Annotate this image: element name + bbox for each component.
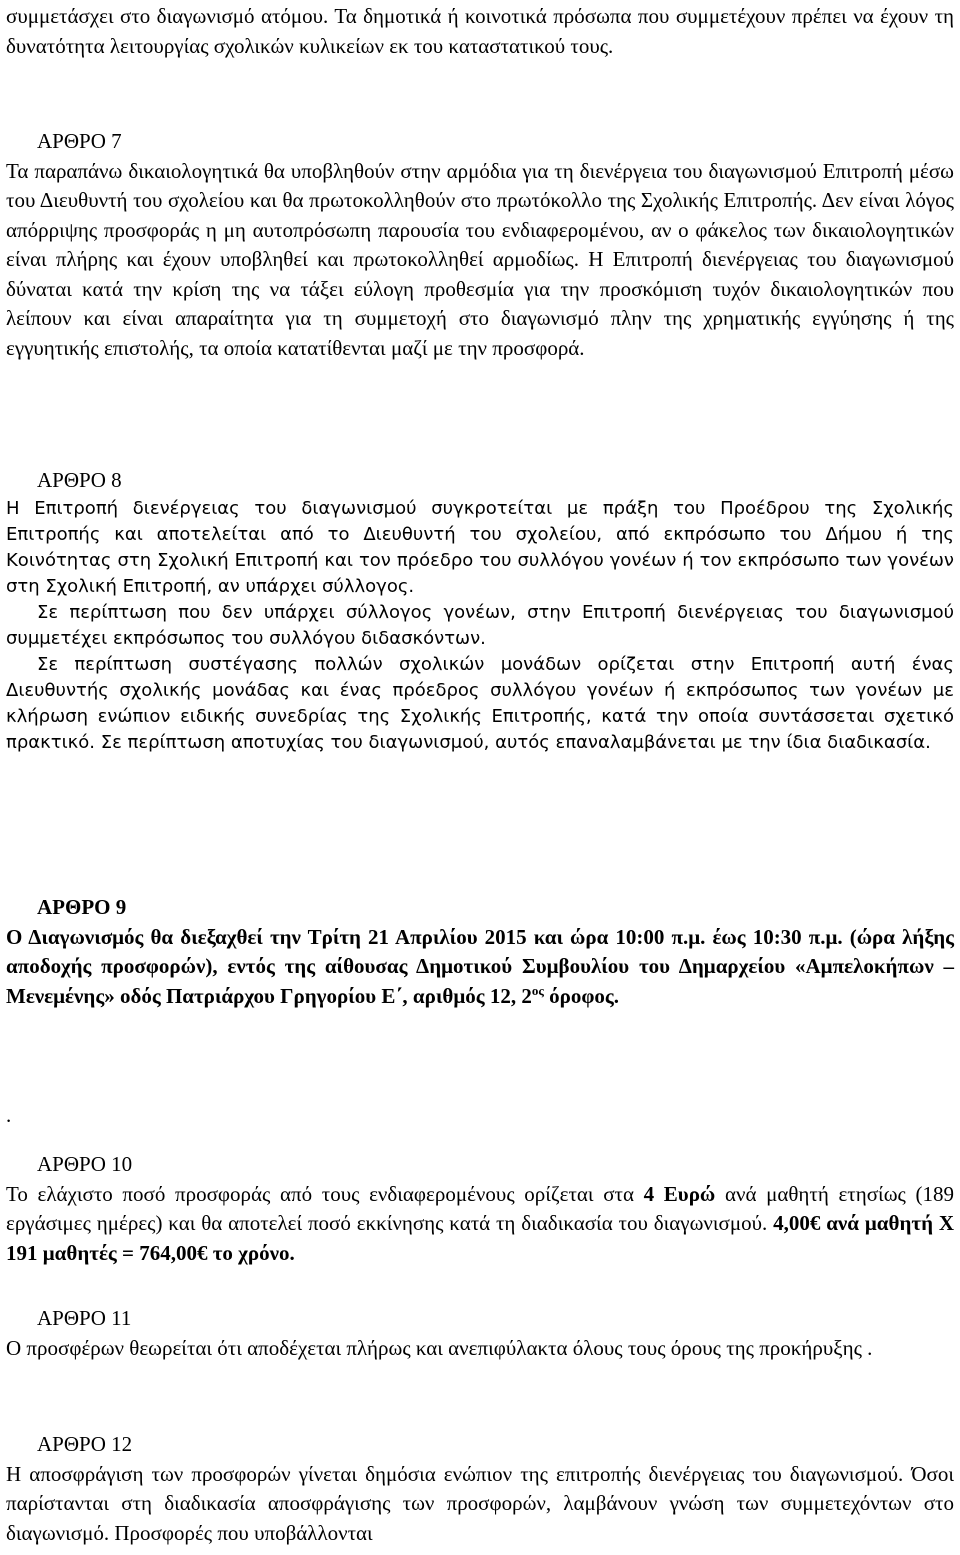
article-10-heading: ΑΡΘΡΟ 10 — [37, 1152, 133, 1176]
article-12-heading: ΑΡΘΡΟ 12 — [37, 1432, 133, 1456]
article-10-body — [6, 1180, 954, 1269]
article-8-section — [6, 466, 954, 756]
article-7-section — [6, 127, 954, 363]
article-8-paragraph-2: Σε περίπτωση που δεν υπάρχει σύλλογος γονέων, στην Επιτροπή διενέργειας του διαγωνισμού συμμετέχει εκπρόσωπος του συλλόγου διδασκόντων. — [6, 601, 954, 649]
article-10-bold-price: 4 Ευρώ — [643, 1181, 716, 1206]
article-8-paragraph-3: Σε περίπτωση συστέγασης πολλών σχολικών μονάδων ορίζεται στην Επιτροπή αυτή ένας Διευθυντής σχολικής μονάδας και ένας πρόεδρος συλλόγου γονέων ή εκπρόσωπος των γονέων με κλήρωση ενώπιον ειδικής συνεδρίας της Σχολικής Επιτροπής, κατά την οποία συντάσσεται σχετικό πρακτικό. Σε περίπτωση αποτυχίας του διαγωνισμού, αυτός επαναλαμβάνεται με την ίδια διαδικασία. — [6, 653, 954, 753]
separator-dot: . — [6, 1103, 12, 1127]
article-11-heading: ΑΡΘΡΟ 11 — [37, 1306, 132, 1330]
article-9-body-end: όροφος. — [543, 983, 620, 1008]
article-9-body — [6, 923, 954, 1012]
article-8-paragraph-1: Η Επιτροπή διενέργειας του διαγωνισμού συγκροτείται με πράξη του Προέδρου της Σχολικής Επιτροπής και αποτελείται από το Διευθυντή του σχολείου, από εκπρόσωπο του Δήμου ή της Κοινότητας στη Σχολική Επιτροπή και τον πρόεδρο του συλλόγου γονέων ή τον εκπρόσωπο των γονέων στη Σχολική Επιτροπή, αν υπάρχει σύλλογος. — [6, 497, 954, 597]
article-10-bold-total: 4,00€ ανά μαθητή Χ 191 μαθητές = 764,00€ το χρόνο. — [6, 1211, 954, 1265]
floor-ordinal-superscript: ος — [531, 982, 544, 998]
intro-paragraph: συμμετάσχει στο διαγωνισμό ατόμου. Τα δημοτικά ή κοινοτικά πρόσωπα που συμμετέχουν πρέπει να έχουν τη δυνατότητα λειτουργίας σχολικών κυλικείων εκ του καταστατικού τους. — [6, 4, 954, 58]
article-7-heading: ΑΡΘΡΟ 7 — [37, 129, 122, 153]
article-9-body-text: Ο Διαγωνισμός θα διεξαχθεί την Τρίτη 21 Απριλίου 2015 και ώρα 10:00 π.μ. έως 10:30 π.μ. (ώρα λήξης αποδοχής προσφορών), εντός της αίθουσας Δημοτικού Συμβουλίου του Δημαρχείου «Αμπελοκήπων –Μενεμένης» οδός Πατριάρχου Γρηγορίου Ε΄, αριθμός 12, 2 — [6, 924, 954, 1008]
article-7-body: Τα παραπάνω δικαιολογητικά θα υποβληθούν στην αρμόδια για τη διενέργεια του διαγωνισμού Επιτροπή μέσω του Διευθυντή του σχολείου και θα πρωτοκολληθούν στο πρωτόκολλο της Σχολικής Επιτροπής. Δεν είναι λόγος απόρριψης προσφοράς η μη αυτοπρόσωπη παρουσία του ενδιαφερομένου, αν ο φάκελος των δικαιολογητικών είναι πλήρης και έχουν υποβληθεί και πρωτοκολληθεί αρμοδίως. Η Επιτροπή διενέργειας του διαγωνισμού δύναται κατά την κρίση της να τάξει εύλογη προθεσμία για την προσκόμιση τυχόν δικαιολογητικών που λείπουν και είναι απαραίτητα για τη συμμετοχή στο διαγωνισμό πλην της χρηματικής εγγύησης ή της εγγυητικής επιστολής, τα οποία κατατίθενται μαζί με την προσφορά. — [6, 158, 954, 360]
article-8-heading: ΑΡΘΡΟ 8 — [37, 468, 122, 492]
article-9-heading: ΑΡΘΡΟ 9 — [37, 895, 127, 919]
article-9-section — [6, 893, 954, 1011]
article-11-section — [6, 1304, 872, 1363]
article-12-section — [6, 1430, 954, 1548]
article-10-section — [6, 1150, 954, 1268]
article-10-text-2: ανά μαθητή ετησίως (189 εργάσιμες ημέρες) και θα αποτελεί ποσό εκκίνησης κατά τη διαδικασία του διαγωνισμού. — [6, 1181, 954, 1235]
article-11-body: Ο προσφέρων θεωρείται ότι αποδέχεται πλήρως και ανεπιφύλακτα όλους τους όρους της προκήρυξης . — [6, 1335, 873, 1360]
article-12-body: Η αποσφράγιση των προσφορών γίνεται δημόσια ενώπιον της επιτροπής διενέργειας του διαγωνισμού. Όσοι παρίστανται στη διαδικασία αποσφράγισης των προσφορών, λαμβάνουν γνώση των συμμετεχόντων στο διαγωνισμό. Προσφορές που υποβάλλονται — [6, 1461, 954, 1545]
article-10-text-1: Το ελάχιστο ποσό προσφοράς από τους ενδιαφερομένους ορίζεται στα — [6, 1181, 644, 1206]
